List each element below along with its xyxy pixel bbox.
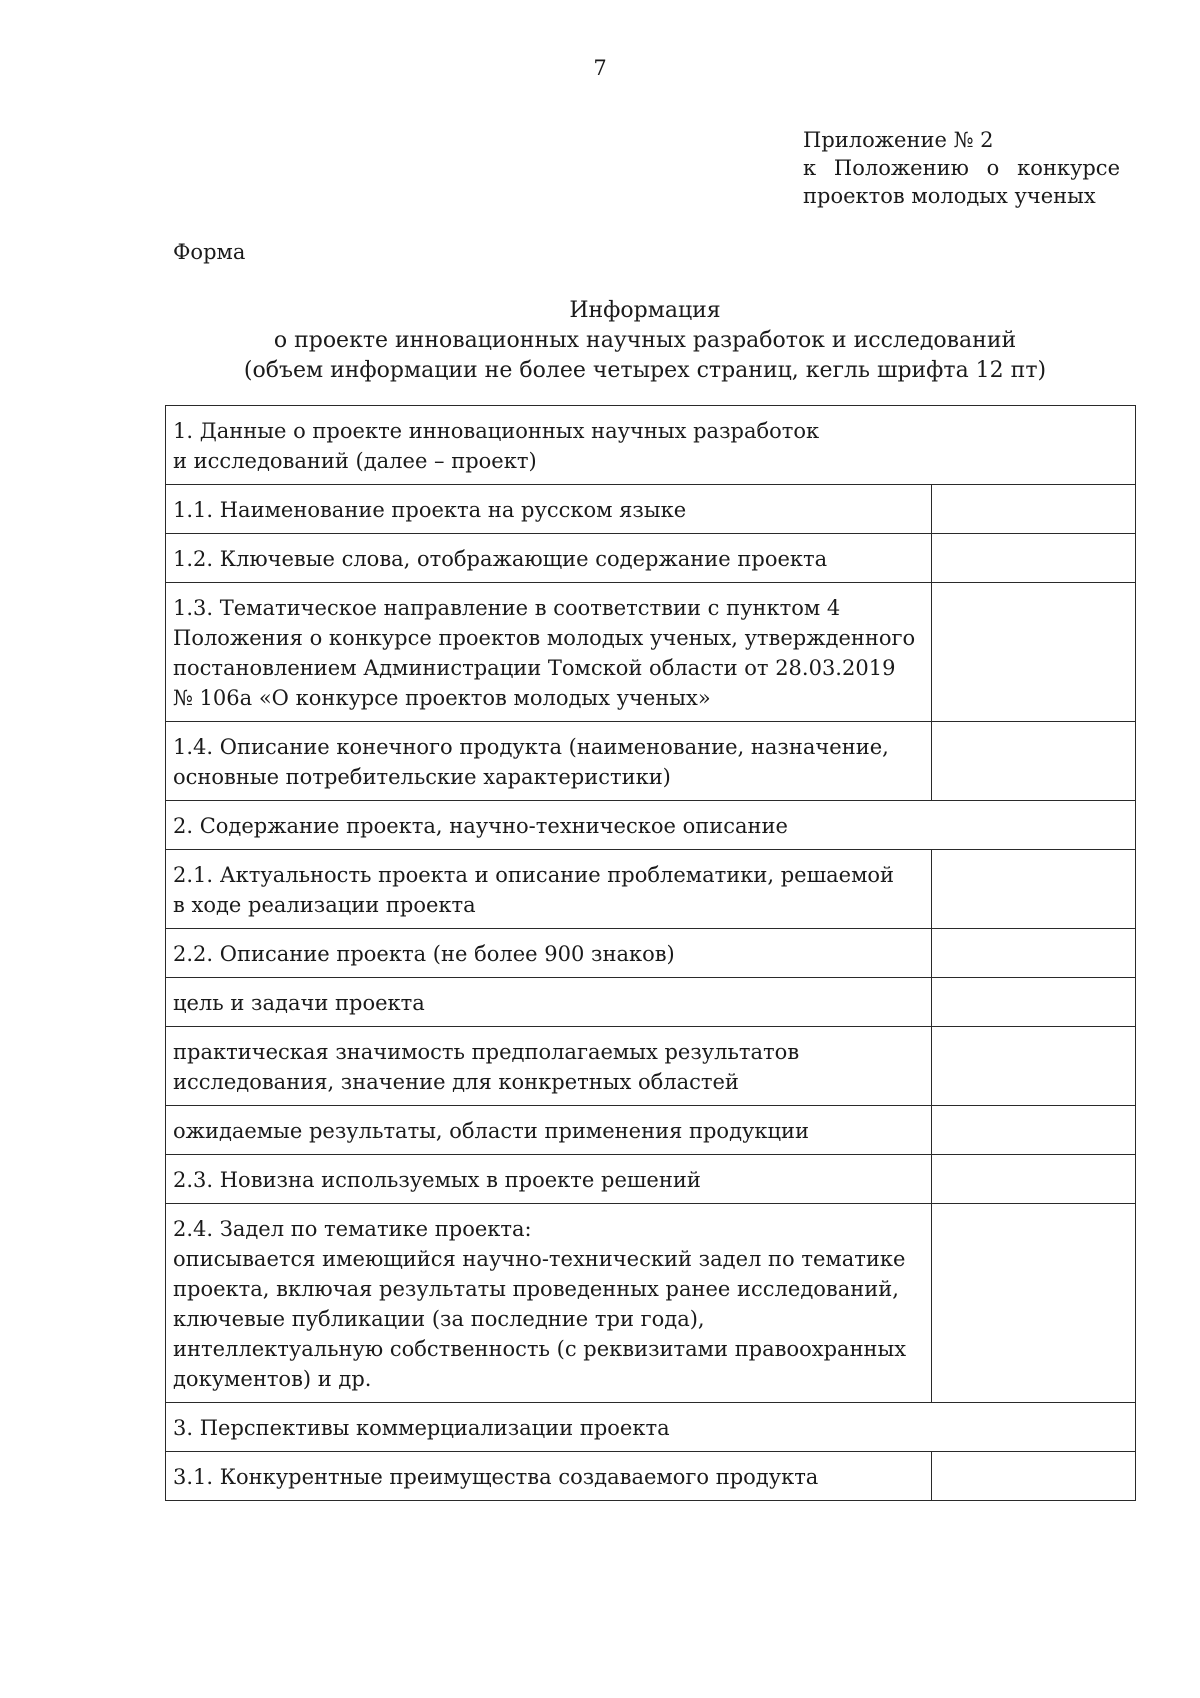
- field-value-cell[interactable]: [932, 583, 1136, 722]
- cell-line: 3.1. Конкурентные преимущества создаваемого продукта: [173, 1465, 819, 1489]
- cell-line: 1.1. Наименование проекта на русском языке: [173, 498, 687, 522]
- field-row: [166, 722, 1136, 801]
- field-row: [166, 583, 1136, 722]
- cell-line: интеллектуальную собственность (с реквизитами правоохранных: [173, 1337, 907, 1361]
- field-row: [166, 534, 1136, 583]
- cell-line: 1.3. Тематическое направление в соответствии с пунктом 4: [173, 596, 841, 620]
- field-label-cell: [166, 1106, 932, 1155]
- field-value-cell[interactable]: [932, 1155, 1136, 1204]
- field-row: [166, 1027, 1136, 1106]
- field-value-cell[interactable]: [932, 929, 1136, 978]
- form-label: Форма: [173, 240, 246, 264]
- title-line: (объем информации не более четырех страниц, кегль шрифта 12 пт): [243, 358, 1047, 383]
- field-row: [166, 1155, 1136, 1204]
- field-label-cell: [166, 1027, 932, 1106]
- field-value-cell[interactable]: [932, 850, 1136, 929]
- field-row: [166, 929, 1136, 978]
- field-row: [166, 1106, 1136, 1155]
- field-value-cell[interactable]: [932, 1452, 1136, 1501]
- cell-line: ожидаемые результаты, области применения продукции: [173, 1119, 809, 1143]
- field-label-cell: [166, 722, 932, 801]
- cell-line: в ходе реализации проекта: [173, 893, 476, 917]
- cell-line: 2.2. Описание проекта (не более 900 знаков): [173, 942, 675, 966]
- annex-line: к Положению о конкурсе: [803, 156, 1120, 180]
- cell-line: исследования, значение для конкретных областей: [173, 1070, 739, 1094]
- cell-line: цель и задачи проекта: [173, 991, 425, 1015]
- field-value-cell[interactable]: [932, 722, 1136, 801]
- title-line: Информация: [569, 298, 721, 323]
- field-value-cell[interactable]: [932, 1106, 1136, 1155]
- field-label-cell: [166, 850, 932, 929]
- section-row: [166, 801, 1136, 850]
- page-number: 7: [593, 56, 607, 80]
- field-label-cell: [166, 1452, 932, 1501]
- cell-line: и исследований (далее – проект): [173, 449, 537, 473]
- field-value-cell[interactable]: [932, 978, 1136, 1027]
- cell-line: проекта, включая результаты проведенных ранее исследований,: [173, 1277, 899, 1301]
- cell-line: постановлением Администрации Томской области от 28.03.2019: [173, 656, 896, 680]
- cell-line: 2.3. Новизна используемых в проекте решений: [173, 1168, 701, 1192]
- cell-line: 1.2. Ключевые слова, отображающие содержание проекта: [173, 547, 828, 571]
- field-label-cell: [166, 583, 932, 722]
- cell-line: 1. Данные о проекте инновационных научных разработок: [173, 419, 820, 443]
- cell-line: описывается имеющийся научно-технический задел по тематике: [173, 1247, 906, 1271]
- field-value-cell[interactable]: [932, 1204, 1136, 1403]
- field-label-cell: [166, 1155, 932, 1204]
- cell-line: Положения о конкурсе проектов молодых ученых, утвержденного: [173, 626, 916, 650]
- cell-line: 2.4. Задел по тематике проекта:: [173, 1217, 532, 1241]
- annex-line: Приложение № 2: [803, 128, 994, 152]
- cell-line: № 106а «О конкурсе проектов молодых ученых»: [173, 686, 711, 710]
- cell-line: 2. Содержание проекта, научно-техническое описание: [173, 814, 788, 838]
- field-row: [166, 850, 1136, 929]
- field-row: [166, 1204, 1136, 1403]
- cell-line: ключевые публикации (за последние три года),: [173, 1307, 705, 1331]
- cell-line: 1.4. Описание конечного продукта (наименование, назначение,: [173, 735, 889, 759]
- field-label-cell: [166, 1204, 932, 1403]
- section-heading-cell: [166, 406, 1136, 485]
- cell-line: 2.1. Актуальность проекта и описание проблематики, решаемой: [173, 863, 895, 887]
- field-label-cell: [166, 534, 932, 583]
- project-info-table: [165, 405, 1136, 1501]
- field-value-cell[interactable]: [932, 534, 1136, 583]
- cell-line: практическая значимость предполагаемых результатов: [173, 1040, 800, 1064]
- title-line: о проекте инновационных научных разработок и исследований: [273, 328, 1017, 353]
- field-label-cell: [166, 485, 932, 534]
- annex-header: [803, 126, 1120, 210]
- section-heading-cell: [166, 801, 1136, 850]
- field-label-cell: [166, 929, 932, 978]
- field-value-cell[interactable]: [932, 1027, 1136, 1106]
- section-heading-cell: [166, 1403, 1136, 1452]
- cell-line: документов) и др.: [173, 1367, 372, 1391]
- cell-line: основные потребительские характеристики): [173, 765, 671, 789]
- field-label-cell: [166, 978, 932, 1027]
- field-row: [166, 1452, 1136, 1501]
- annex-line: проектов молодых ученых: [803, 184, 1096, 208]
- document-title: [0, 296, 1200, 386]
- section-row: [166, 406, 1136, 485]
- cell-line: 3. Перспективы коммерциализации проекта: [173, 1416, 670, 1440]
- field-value-cell[interactable]: [932, 485, 1136, 534]
- field-row: [166, 485, 1136, 534]
- field-row: [166, 978, 1136, 1027]
- section-row: [166, 1403, 1136, 1452]
